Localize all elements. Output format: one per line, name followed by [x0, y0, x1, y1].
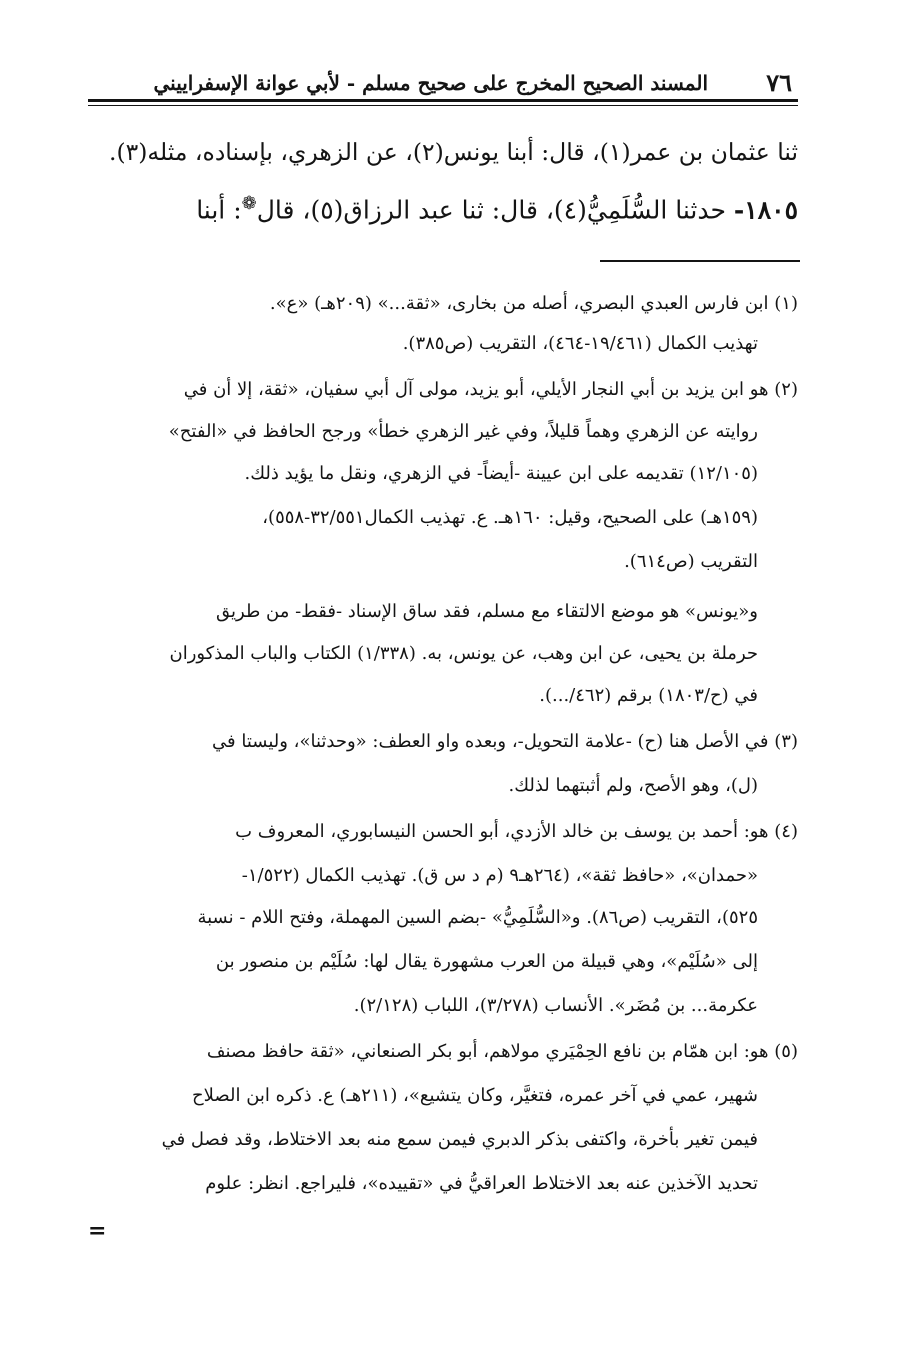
footnote-2-line-7: حرملة بن يحيى، عن ابن وهب، عن يونس، به. (١/٣٣٨) الكتاب والباب المذكوران — [169, 643, 758, 664]
page-number: ٧٦ — [766, 68, 792, 97]
running-title: المسند الصحيح المخرج على صحيح مسلم - لأبي عوانة الإسفراييني — [153, 71, 708, 95]
footnote-separator — [600, 260, 800, 262]
page-header — [88, 70, 798, 96]
footnote-4-line-5: عكرمة... بن مُضَر». الأنساب (٣/٢٧٨)، اللباب (٢/١٢٨). — [353, 995, 758, 1016]
header-rule-thick — [88, 99, 798, 102]
footnote-2-line-5: التقريب (ص٦١٤). — [624, 551, 758, 572]
footnote-2-line-4: (١٥٩هـ) على الصحيح، وقيل: ١٦٠هـ. ع. تهذيب الكمال٣٢/٥٥١-٥٥٨)، — [262, 507, 758, 528]
footnote-4-line-4: إلى «سُلَيْم»، وهي قبيلة من العرب مشهورة يقال لها: سُلَيْم بن منصور بن — [215, 951, 758, 972]
footnote-4-line-3: ٥٢٥)، التقريب (ص٨٦). و«السُّلَمِيُّ» -بضم السين المهملة، وفتح اللام - نسبة — [197, 907, 758, 928]
footnote-2-line-1: (٢) هو ابن يزيد بن أبي النجار الأيلي، أبو يزيد، مولى آل أبي سفيان، «ثقة، إلا أن في — [183, 379, 798, 400]
footnote-2-line-6: و«يونس» هو موضع الالتقاء مع مسلم، فقد ساق الإسناد -فقط- من طريق — [216, 601, 758, 622]
footnote-2-line-3: (١٢/١٠٥) تقديمه على ابن عيينة -أيضاً- في الزهري، ونقل ما يؤيد ذلك. — [244, 463, 758, 484]
hadith-text-end: : أبنا — [196, 195, 242, 225]
footnote-3-line-1: (٣) في الأصل هنا (ح) -علامة التحويل-، وبعده واو العطف: «وحدثنا»، وليستا في — [212, 731, 798, 752]
footnote-5-line-3: فيمن تغير بأخرة، واكتفى بذكر الدبري فيمن سمع منه بعد الاختلاط، وقد فصل في — [161, 1129, 758, 1150]
main-text-line-1: ثنا عثمان بن عمر(١)، قال: أبنا يونس(٢)، عن الزهري، بإسناده، مثله(٣). — [108, 138, 798, 166]
footnote-3-line-2: (ل)، وهو الأصح، ولم أثبتهما لذلك. — [508, 775, 758, 796]
salutation-icon: ❁ — [241, 193, 257, 214]
footnote-5-line-2: شهير، عمي في آخر عمره، فتغيَّر، وكان يتشيع»، (٢١١هـ) ع. ذكره ابن الصلاح — [192, 1085, 758, 1106]
main-text-line-2 — [102, 180, 798, 234]
header-rule-thin — [88, 105, 798, 106]
footnote-1-line-2: تهذيب الكمال (١٩/٤٦١-٤٦٤)، التقريب (ص٣٨٥). — [402, 333, 758, 354]
footnote-4-line-2: «حمدان»، «حافظ ثقة»، (٢٦٤هـ٩ (م د س ق). تهذيب الكمال (١/٥٢٢- — [241, 865, 758, 886]
footnote-2-line-2: روايته عن الزهري وهماً قليلاً، وفي غير الزهري خطأ» ورجح الحافظ في «الفتح» — [168, 421, 758, 442]
footnote-5-line-4: تحديد الآخذين عنه بعد الاختلاط العراقيُّ في «تقييده»، فليراجع. انظر: علوم — [205, 1173, 758, 1194]
hadith-number: ١٨٠٥- — [733, 195, 798, 225]
footnote-4-line-1: (٤) هو: أحمد بن يوسف بن خالد الأزدي، أبو الحسن النيسابوري، المعروف ب — [235, 821, 798, 842]
hadith-text: حدثنا السُّلَمِيُّ(٤)، قال: ثنا عبد الرزاق(٥)، قال — [256, 195, 726, 225]
continuation-mark: = — [88, 1218, 107, 1244]
footnote-2-line-8: في (ح/١٨٠٣) برقم (٤٦٢/...). — [539, 685, 758, 706]
footnote-5-line-1: (٥) هو: ابن همّام بن نافع الحِمْيَري مولاهم، أبو بكر الصنعاني، «ثقة حافظ مصنف — [206, 1041, 798, 1062]
footnote-1-line-1: (١) ابن فارس العبدي البصري، أصله من بخارى، «ثقة...» (٢٠٩هـ) «ع». — [269, 293, 798, 314]
